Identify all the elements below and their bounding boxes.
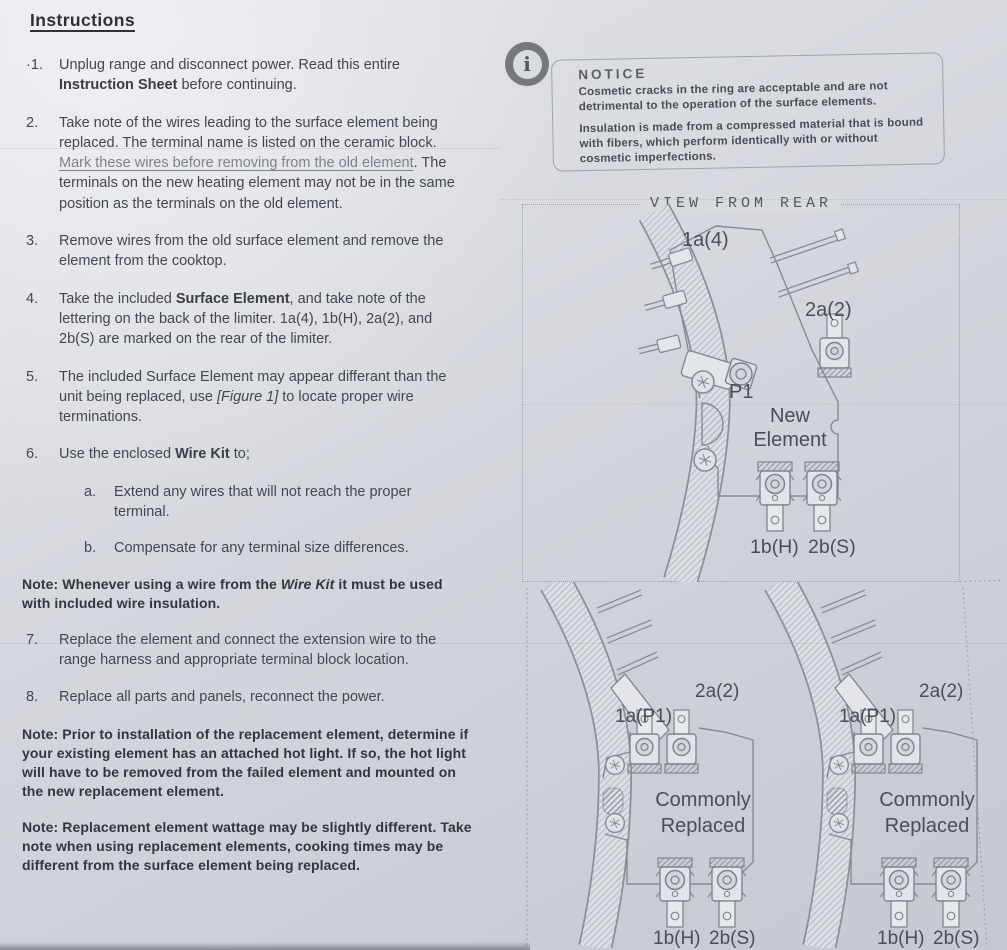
label-1aP1: 1a(P1) [839,706,897,727]
hatch-blob [827,788,847,814]
text-segment-bold: Surface Element [175,290,290,307]
text-segment-italic: Wire Kit [280,575,335,592]
commonly-replaced-diagram-left [527,582,757,948]
item-number: 3. [26,233,39,250]
item-letter: a. [84,483,97,500]
item-number: 5. [26,368,39,385]
caption-replaced: Replaced [660,815,746,837]
band-screw [692,371,714,393]
text-segment: . The terminals on the new heating element may not be in the same position as the terminals on the old element. [59,155,455,212]
note-wattage [22,818,474,875]
hatch-blob [603,788,623,814]
text-segment: Note: Prior to installation of the replacement element, determine if your existing element has an attached hot light. If so, the hot light will have to be removed from the failed element and mounted on the new replacement element. [22,725,469,799]
text-segment: it must be used with included wire insulation. [22,575,443,611]
item-number: 7. [26,631,39,648]
item-number: 8. [26,689,39,706]
text-segment: The included Surface Element may appear differant than the unit being replaced, use [59,368,447,405]
note-wire-kit [22,575,474,613]
caption-commonly: Commonly [879,789,975,811]
instruction-item-7 [26,630,500,671]
page-title: Instructions [30,10,135,30]
text-segment: to locate proper wire terminations. [59,388,414,426]
instruction-item-4 [26,289,500,350]
label-2bS: 2b(S) [808,536,856,558]
item-text: Compensate for any terminal size differences. [114,540,409,557]
new-element-diagram [522,204,960,582]
text-segment: Replace all parts and panels, reconnect the power. [59,689,385,706]
element-ring-band [654,212,713,582]
item-text [59,231,457,272]
item-text [59,55,457,96]
item-text [59,687,457,707]
text-segment: Unplug range and disconnect power. Read this entire [59,57,400,73]
text-segment: Replace the element and connect the extension wire to the range harness and appropriate terminal block location. [59,631,437,668]
commonly-replaced-diagram-right [751,582,981,948]
label-1aP1: 1a(P1) [615,706,673,727]
caption-replaced: Replaced [884,815,970,837]
item-number: 4. [26,290,39,307]
label-1bH: 1b(H) [877,928,925,948]
terminal-1b [656,858,694,927]
text-segment: , and take note of the lettering on the back of the limiter. 1a(4), 1b(H), 2a(2), and 2b(S) are marked on the rear of the limiter. [59,290,433,348]
item-text [59,367,457,428]
instruction-item-6 [26,444,500,464]
caption-new: New [769,405,811,427]
instruction-item-1 [26,55,500,96]
item-text [59,630,457,671]
caption-element: Element [753,429,827,451]
note-hot-light [22,725,474,801]
terminal-2b [803,462,841,531]
text-segment: to; [229,446,250,463]
text-segment: Take the included [59,290,176,307]
label-2bS: 2b(S) [709,928,756,948]
caption-commonly: Commonly [655,789,751,811]
instruction-item-3 [26,231,500,272]
band-screw [830,756,849,775]
item-text [59,444,457,464]
text-segment: Take note of the wires leading to the surface element being replaced. The terminal name is listed on the ceramic block. [59,114,438,151]
text-segment: before continuing. [177,77,297,94]
item-text: Extend any wires that will not reach the proper terminal. [114,483,412,521]
label-1a4: 1a(4) [682,229,729,251]
item-number: ·1. [26,57,43,73]
notice-box [551,52,945,172]
item-letter: b. [84,540,97,557]
instruction-item-2 [26,113,500,214]
band-screw [830,814,849,833]
text-segment: Note: Replacement element wattage may be slightly different. Take note when using replacement elements, cooking times may be different from the surface element being replaced. [22,818,472,873]
label-p1: P1 [729,381,754,403]
label-2bS: 2b(S) [933,928,980,948]
info-icon-glyph: i [513,50,542,79]
text-segment-italic: [Figure 1] [217,388,279,405]
figure-title: VIEW FROM REAR [641,195,841,212]
terminal-1b [756,462,794,531]
instruction-subitem-a [84,482,500,523]
instruction-subitem-b [84,538,500,558]
label-1bH: 1b(H) [750,536,799,558]
instruction-item-5 [26,367,500,428]
label-1bH: 1b(H) [653,928,701,948]
text-segment-bold: Wire Kit [175,446,230,463]
text-segment: Note: Whenever using a wire from the [22,575,281,592]
instruction-item-8 [26,687,500,707]
item-number: 2. [26,114,39,131]
photo-edge-shadow [0,942,530,950]
item-number: 6. [26,446,39,463]
notice-title: NOTICE [578,65,648,83]
band-screw [694,449,716,471]
text-segment: Use the enclosed [59,446,176,463]
label-2a2: 2a(2) [695,681,740,702]
terminal-2b [932,858,970,927]
info-icon [505,42,549,86]
band-screw [606,814,625,833]
band-screw [606,756,625,775]
instructions-column [22,4,500,892]
item-text [59,113,457,214]
terminal-2b [708,858,746,927]
notice-paragraph-1: Cosmetic cracks in the ring are acceptable and are not detrimental to the operation of the surface elements. [578,80,888,114]
terminal-2a [818,314,851,377]
terminal-1b [880,858,918,927]
text-segment: Remove wires from the old surface element and remove the element from the cooktop. [59,233,444,270]
label-2a2: 2a(2) [805,299,852,321]
terminal-pins [770,229,858,297]
item-text [59,289,457,350]
text-segment-underlined: Mark these wires before removing from the old element [59,155,414,172]
text-segment-bold: Instruction Sheet [59,77,178,94]
label-2a2: 2a(2) [919,681,964,702]
notice-paragraph-2: Insulation is made from a compressed material that is bound with fibers, which perform identically with or without cosmetic imperfections. [579,116,924,165]
